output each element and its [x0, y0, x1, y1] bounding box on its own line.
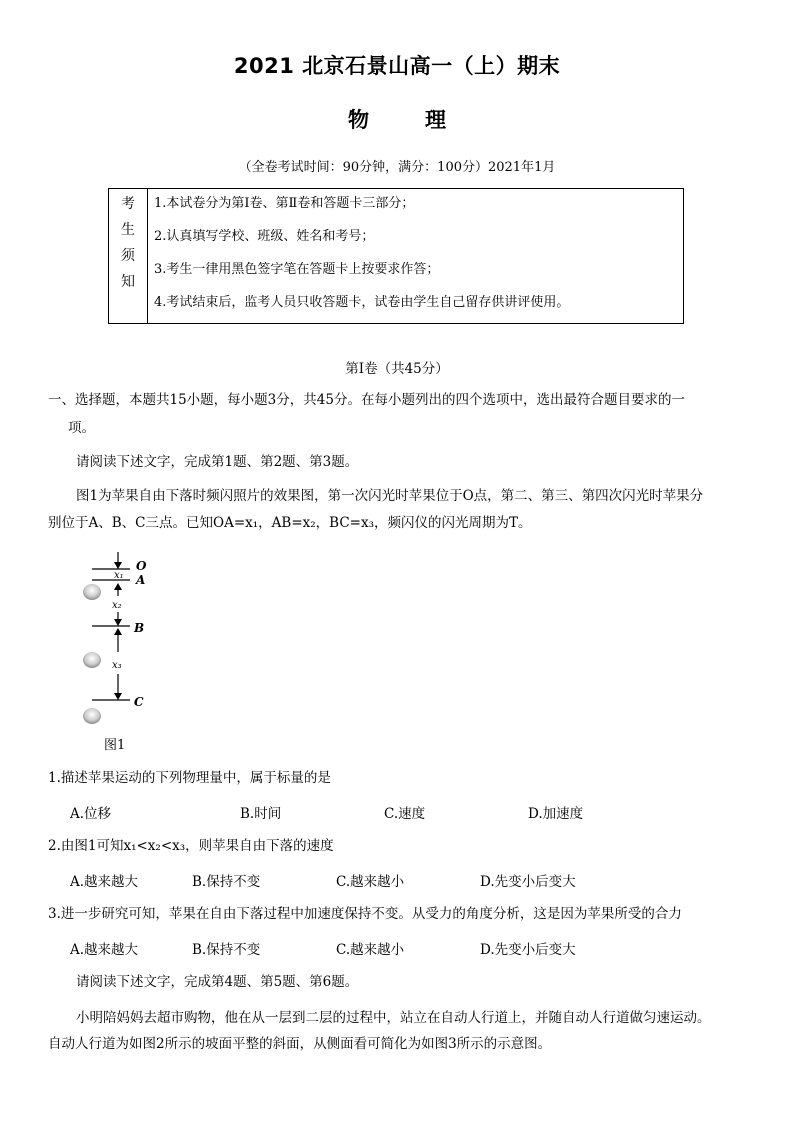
page-title: 2021 北京石景山高一（上）期末 [233, 54, 561, 78]
question-stem: 3.进一步研究可知，苹果在自由下落过程中加速度保持不变。从受力的角度分析，这是因为苹果所受的合力 [48, 906, 682, 922]
option-a: A.越来越大 [70, 942, 139, 958]
arrow-head [114, 619, 122, 626]
figure-caption: 图1 [104, 738, 126, 753]
point-label-a: A [136, 573, 146, 587]
reading-instruction: 请阅读下述文字，完成第4题、第5题、第6题。 [76, 974, 359, 990]
paragraph-line: 自动人行道为如图2所示的坡面平整的斜面，从侧面看可简化为如图3所示的示意图。 [48, 1036, 552, 1052]
point-label-o: O [136, 559, 147, 573]
arrow-head [114, 562, 122, 569]
notice-box [108, 188, 684, 324]
subject-title [0, 104, 794, 134]
apple-image [83, 584, 101, 600]
notice-head-char: 生 [121, 222, 135, 238]
option-c: C.速度 [384, 806, 426, 822]
arrow-head [114, 693, 122, 700]
option-d: D.先变小后变大 [480, 942, 576, 958]
option-d: D.先变小后变大 [480, 874, 576, 890]
notice-head-char: 考 [121, 196, 135, 212]
distance-label-x3: x₃ [112, 660, 122, 671]
option-c: C.越来越小 [336, 874, 405, 890]
notice-item: 4.考试结束后，监考人员只收答题卡，试卷由学生自己留存供讲评使用。 [154, 295, 570, 310]
part1-heading-cont: 项。 [68, 420, 95, 436]
notice-head [109, 189, 148, 323]
apple-image [83, 708, 101, 724]
option-a: A.越来越大 [70, 874, 139, 890]
part1-heading: 一、选择题，本题共15小题，每小题3分，共45分。在每小题列出的四个选项中，选出最符合题目要求的一 [48, 392, 685, 408]
paragraph-line: 小明陪妈妈去超市购物，他在从一层到二层的过程中，站立在自动人行道上，并随自动人行道做匀速运动。 [76, 1010, 711, 1026]
option-a: A.位移 [70, 806, 112, 822]
option-d: D.加速度 [528, 806, 584, 822]
option-b: B.保持不变 [192, 942, 261, 958]
paragraph-line: 别位于A、B、C三点。已知OA=x₁，AB=x₂，BC=x₃，频闪仪的闪光周期为T。 [48, 515, 532, 531]
reading-instruction: 请阅读下述文字，完成第1题、第2题、第3题。 [76, 454, 359, 470]
apple-image [83, 652, 101, 668]
exam-info: （全卷考试时间：90分钟，满分：100分）2021年1月 [238, 160, 556, 175]
paragraph-line: 图1为苹果自由下落时频闪照片的效果图，第一次闪光时苹果位于O点，第二、第三、第四次闪光时苹果分 [76, 488, 704, 504]
distance-label-x2: x₂ [112, 600, 122, 611]
option-c: C.越来越小 [336, 942, 405, 958]
figure-1-strobe-diagram [78, 548, 168, 758]
subject-char: 物 [348, 108, 369, 132]
section-title: 第Ⅰ卷（共45分） [345, 361, 449, 377]
option-b: B.时间 [240, 806, 282, 822]
point-label-c: C [134, 695, 144, 709]
point-label-b: B [134, 621, 145, 635]
notice-item: 3.考生一律用黑色签字笔在答题卡上按要求作答； [154, 262, 440, 277]
question-stem: 2.由图1可知x₁<x₂<x₃，则苹果自由下落的速度 [48, 838, 334, 854]
option-b: B.保持不变 [192, 874, 261, 890]
distance-label-x1: x₁ [114, 570, 124, 581]
notice-item: 2.认真填写学校、班级、姓名和考号； [154, 229, 375, 244]
subject-char: 理 [425, 108, 446, 132]
notice-head-char: 知 [121, 274, 135, 290]
notice-item: 1.本试卷分为第Ⅰ卷、第Ⅱ卷和答题卡三部分； [154, 196, 415, 211]
notice-head-char: 须 [121, 248, 135, 264]
question-stem: 1.描述苹果运动的下列物理量中，属于标量的是 [48, 770, 331, 786]
